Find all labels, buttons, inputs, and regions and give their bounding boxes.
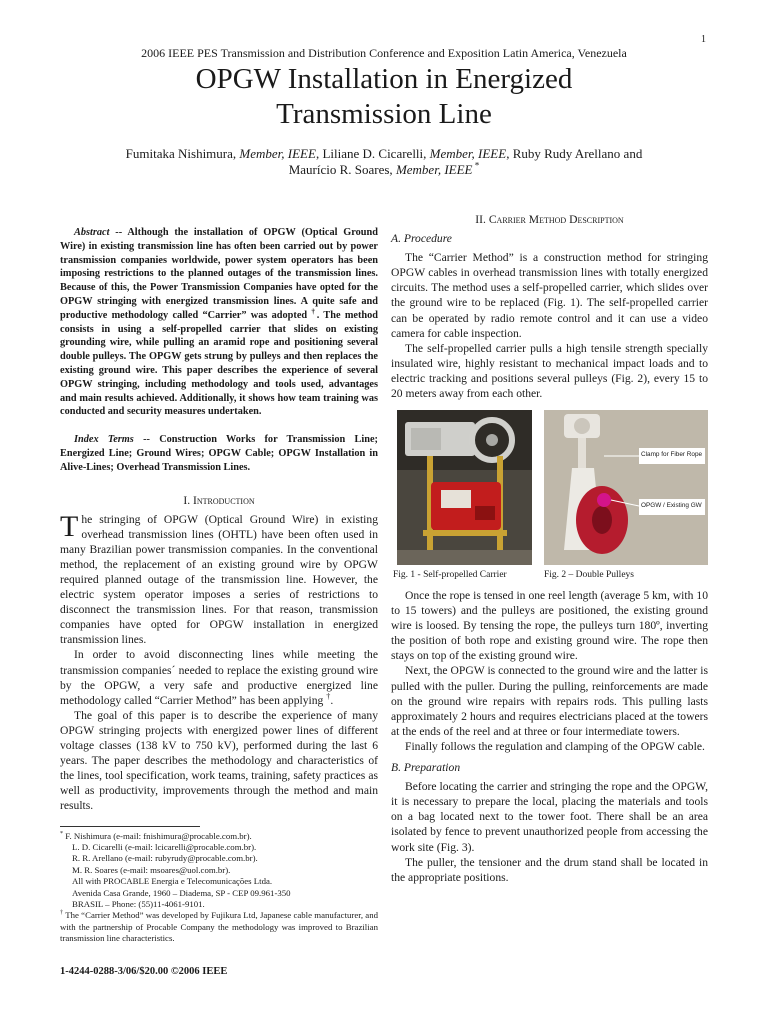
- footnote-1-text: F. Nishimura (e-mail: fnishimura@procable.com.br).: [63, 830, 252, 841]
- pulley-illustration: [544, 410, 708, 565]
- abstract-text: -- Although the installation of OPGW (Optical Ground Wire) in existing transmission line has often been carried out by power transmission companies worldwide, power system operators has been imposing restrictions to the planned outages of the transmission lines. Because of this, the Power Transmission Companies have opted for the OPGW stringing with energized transmission lines. A quite safe and productive methodology called “Carrier” was adopted: [60, 227, 378, 321]
- intro-heading: I. Introduction: [183, 493, 255, 507]
- carrier-illustration: [397, 410, 532, 565]
- intro-p2-end: .: [330, 693, 334, 707]
- subsection-a-heading: A. Procedure: [391, 232, 452, 246]
- title-line-2: Transmission Line: [276, 98, 492, 130]
- fig2-label-clamp: Clamp for Fiber Rope: [641, 451, 703, 458]
- author-4-membership: Member, IEEE: [395, 162, 473, 177]
- intro-paragraph-1: [60, 509, 378, 648]
- footnote-8: [60, 910, 378, 944]
- footnote-6: Avenida Casa Grande, 1960 – Diadema, SP - CEP 09.961-350: [72, 887, 291, 898]
- abstract-lead: Abstract: [74, 227, 110, 238]
- section-2-paragraph-4: Next, the OPGW is connected to the ground wire and the latter is pulled with the puller. During the pulling, reinforcements are made on the ground wire repairs with repairs rods. This pulling lasts approximately 2 hours and requires electricians placed at the towers at the ends of the reel and at three or four intermediate towers.: [391, 664, 708, 738]
- footnote-8-text: The “Carrier Method” was developed by Fujikura Ltd, Japanese cable manufacturer, and with the partnership of Procable Company the methodology was improved to Brazilian transmission line characteristics.: [60, 910, 378, 944]
- index-terms: [60, 433, 378, 474]
- footnote-3: R. R. Arellano (e-mail: rubyrudy@procable.com.br).: [72, 853, 258, 864]
- author-3: , Ruby Rudy Arellano and: [506, 146, 643, 161]
- figure-1-caption: Fig. 1 - Self-propelled Carrier: [393, 570, 507, 580]
- intro-p2-mark: †: [326, 691, 331, 701]
- author-footnote-mark: *: [472, 160, 480, 171]
- figure-1-carrier-photo: [397, 410, 532, 565]
- footnote-7: BRASIL – Phone: (55)11-4061-9101.: [72, 898, 205, 909]
- intro-paragraph-2: [60, 647, 378, 707]
- subsection-b-heading: B. Preparation: [391, 761, 461, 775]
- footnote-8-mark: †: [60, 910, 64, 917]
- intro-p2-text: In order to avoid disconnecting lines while meeting the transmission companies´ needed to replace the existing ground wire by the OPGW, a very safe and productive energized line methodology called “Carrier Method” has been applying: [60, 648, 378, 707]
- author-1: Fumitaka Nishimura,: [125, 146, 240, 161]
- index-terms-lead: Index Terms: [74, 434, 134, 446]
- intro-p1-text: he stringing of OPGW (Optical Ground Wire) in existing overhead transmission lines (OHTL) have been often used in many Brazilian power transmission companies. In the conventional method, the replacement of an existing ground wire by OPGW required planned outage of the transmission line. However, the electric system operator imposes a series of restrictions to disconnect the transmission lines. For that reason, transmission companies have opted for OPGW installation in energized transmission lines.: [60, 512, 378, 647]
- author-1-membership: Member, IEEE: [239, 146, 316, 161]
- author-4: Maurício R. Soares,: [288, 162, 396, 177]
- section-2-paragraph-7: The puller, the tensioner and the drum stand shall be located in the appropriate positions.: [391, 855, 708, 884]
- title-line-1: OPGW Installation in Energized: [195, 63, 573, 95]
- intro-paragraph-3: The goal of this paper is to describe the experience of many OPGW stringing projects with energized power lines of different voltage classes (138 kV to 750 kV), performed during the last 6 years. The paper describes the methodology and characteristics of the lines, tool specification, work teams, training, safety practices as well as productivity, improvements through the method and main results.: [60, 708, 378, 813]
- abstract-text-2: . The method consists in using a self-propelled carrier that slides on existing grounding wire, while pulling an aramid rope and positioning several double pulleys. The OPGW gets strung by pulleys and then replaces the existing ground wire. This paper describes the experience of several OPGW stringing, including methodology and tools used, advantages and main results achieved. Additionally, it shows how team training was conducted and security measures undertaken.: [60, 309, 378, 418]
- left-column: [60, 226, 378, 945]
- fig2-label-opgw: OPGW / Existing GW: [641, 502, 702, 509]
- footnote-2: L. D. Cicarelli (e-mail: lcicarelli@procable.com.br).: [72, 841, 257, 852]
- section-2-paragraph-3: Once the rope is tensed in one reel length (average 5 km, with 10 to 15 towers) and the pulleys are positioned, the existing ground wire is loosed. By tensing the rope, the pulleys turn 180º, inverting the position of both rope and existing ground wire. The rope then stays on top of the existing ground wire.: [391, 589, 708, 663]
- conference-header: 2006 IEEE PES Transmission and Distribution Conference and Exposition Latin America, Venezuela: [141, 46, 627, 60]
- footnote-1: [60, 831, 378, 842]
- section-2-heading: II. Carrier Method Description: [475, 213, 624, 226]
- page-number: 1: [701, 34, 706, 45]
- footnote-4: M. R. Soares (e-mail: msoares@uol.com.br).: [72, 864, 231, 875]
- right-column-lower: [391, 588, 708, 885]
- footnote-5: All with PROCABLE Energia e Telecomunicações Ltda.: [72, 876, 273, 887]
- index-terms-text: -- Construction Works for Transmission Line; Energized Line; Ground Wires; OPGW Cable; OPGW Installation in Alive-Lines; Overhead Transmission Lines.: [60, 434, 378, 473]
- ieee-copyright: 1-4244-0288-3/06/$20.00 ©2006 IEEE: [60, 966, 228, 977]
- figure-2-caption: Fig. 2 – Double Pulleys: [544, 570, 634, 580]
- figure-2-pulleys-photo: [544, 410, 708, 565]
- author-2-membership: Member, IEEE: [429, 146, 507, 161]
- footnotes: [60, 831, 378, 945]
- author-list: [60, 146, 708, 178]
- abstract: [60, 226, 378, 419]
- section-2-paragraph-5: Finally follows the regulation and clamping of the OPGW cable.: [405, 739, 705, 753]
- abstract-mark: †: [311, 307, 317, 316]
- author-2: , Liliane D. Cicarelli,: [315, 146, 430, 161]
- section-2-paragraph-2: The self-propelled carrier pulls a high tensile strength specially insulated wire, highly resistant to mechanical impact loads and to electric tracking and positions several pulleys (Fig. 2), every 15 to 20 meters away from each other.: [391, 341, 708, 401]
- section-2-paragraph-1: The “Carrier Method” is a construction method for stringing OPGW cables in overhead transmission lines with totally energized circuits. The method uses a self-propelled carrier, which slides over the ground wire to be replaced (Fig. 1). The self-propelled carrier can be operated by radio remote control and it can use a video camera for cable inspection.: [391, 251, 708, 340]
- footnote-divider: [60, 826, 200, 827]
- paper-title: [0, 62, 768, 132]
- drop-cap: T: [60, 509, 79, 543]
- footnote-1-mark: *: [60, 830, 64, 837]
- right-column: [391, 212, 708, 401]
- section-2-paragraph-6: Before locating the carrier and stringing the rope and the OPGW, it is necessary to prepare the local, placing the materials and tools on a bag located next to the tower foot. There shall be an area isolated by fence to prevent unauthorized people from accessing the work site (Fig. 3).: [391, 780, 708, 854]
